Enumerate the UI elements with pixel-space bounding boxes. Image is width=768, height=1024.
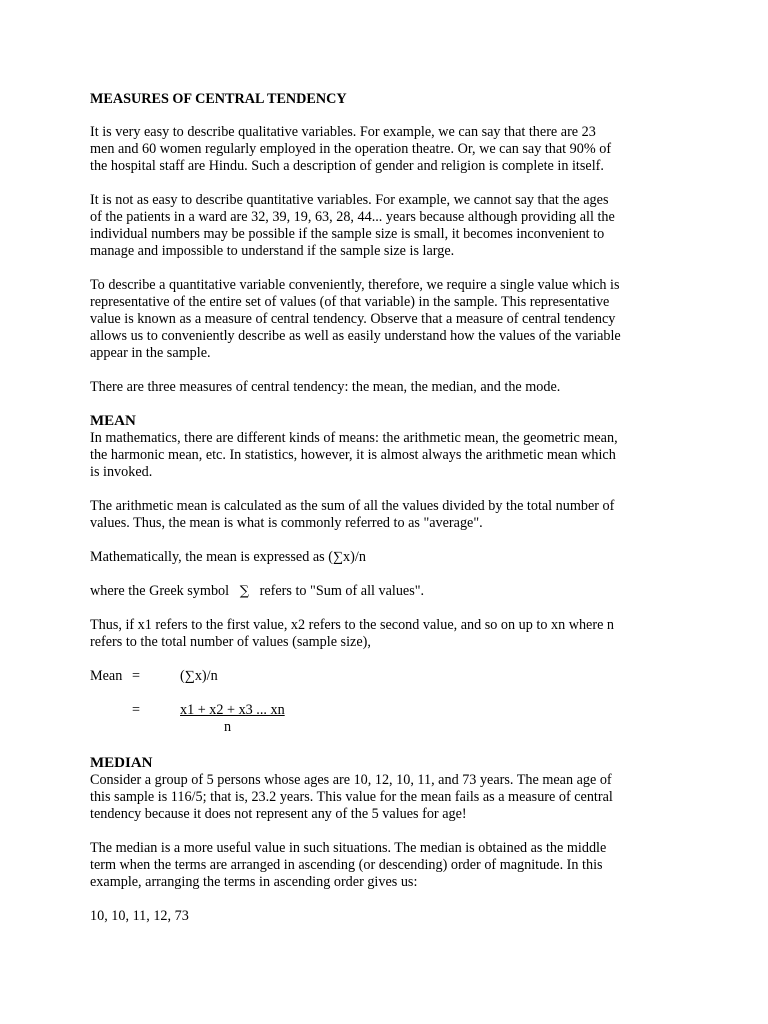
- intro-paragraph-3: [90, 277, 670, 362]
- mean-paragraph-5: [90, 617, 670, 651]
- text-line: The median is a more useful value in such situations. The median is obtained as the middle: [90, 840, 607, 856]
- text-line: the hospital staff are Hindu. Such a description of gender and religion is complete in itself.: [90, 158, 604, 174]
- sigma-symbol: ∑: [239, 584, 249, 599]
- sigma-intro-text: where the Greek symbol: [90, 583, 230, 599]
- mean-formula-row-1: [90, 668, 670, 685]
- spacer: [90, 685, 670, 702]
- text-line: tendency because it does not represent any of the 5 values for age!: [90, 806, 467, 822]
- text-line: allows us to conveniently describe as well as easily understand how the values of the variable: [90, 328, 621, 344]
- text-line: individual numbers may be possible if the sample size is small, it becomes inconvenient to: [90, 226, 605, 242]
- text-line: is invoked.: [90, 464, 153, 480]
- text-line: To describe a quantitative variable conveniently, therefore, we require a single value which is: [90, 277, 620, 293]
- mean-formula-row-2: [90, 702, 670, 719]
- formula-rhs: (∑x)/n: [180, 668, 218, 684]
- text-line: values. Thus, the mean is what is commonly referred to as "average".: [90, 515, 483, 531]
- mean-paragraph-3: [90, 549, 670, 566]
- text-line: manage and impossible to understand if the sample size is large.: [90, 243, 455, 259]
- text-line: There are three measures of central tendency: the mean, the median, and the mode.: [90, 379, 561, 395]
- mean-formula-denominator-row: [90, 719, 670, 736]
- text-line: term when the terms are arranged in ascending (or descending) order of magnitude. In this: [90, 857, 603, 873]
- text-line: appear in the sample.: [90, 345, 211, 361]
- mean-paragraph-2: [90, 498, 670, 532]
- text-line: example, arranging the terms in ascending order gives us:: [90, 874, 418, 890]
- text-line: The arithmetic mean is calculated as the sum of all the values divided by the total number of: [90, 498, 615, 514]
- spacer: [90, 736, 670, 755]
- text-line: this sample is 116/5; that is, 23.2 years. This value for the mean fails as a measure of central: [90, 789, 613, 805]
- text-line: 10, 10, 11, 12, 73: [90, 908, 189, 924]
- mean-heading: MEAN: [90, 413, 136, 429]
- text-line: Consider a group of 5 persons whose ages are 10, 12, 10, 11, and 73 years. The mean age of: [90, 772, 612, 788]
- document-page: [90, 91, 670, 942]
- text-line: It is not as easy to describe quantitative variables. For example, we cannot say that the ages: [90, 192, 609, 208]
- intro-paragraph-1: [90, 124, 670, 175]
- median-paragraph-1: [90, 772, 670, 823]
- intro-paragraph-2: [90, 192, 670, 260]
- median-sorted-values: [90, 908, 670, 925]
- text-line: [90, 583, 670, 600]
- formula-numerator: x1 + x2 + x3 ... xn: [180, 702, 285, 718]
- text-line: the harmonic mean, etc. In statistics, however, it is almost always the arithmetic mean which: [90, 447, 616, 463]
- formula-equals: =: [132, 668, 141, 684]
- text-line: representative of the entire set of values (of that variable) in the sample. This representative: [90, 294, 610, 310]
- text-line: Thus, if x1 refers to the first value, x2 refers to the second value, and so on up to xn where n: [90, 617, 615, 633]
- mean-paragraph-4: [90, 583, 670, 600]
- text-line: refers to the total number of values (sample size),: [90, 634, 371, 650]
- sigma-explanation-text: refers to "Sum of all values".: [259, 583, 425, 599]
- text-line: Mathematically, the mean is expressed as (∑x)/n: [90, 549, 366, 565]
- formula-lhs: Mean: [90, 668, 123, 684]
- formula-equals: =: [132, 702, 141, 718]
- intro-paragraph-4: [90, 379, 670, 396]
- text-line: men and 60 women regularly employed in the operation theatre. Or, we can say that 90% of: [90, 141, 612, 157]
- formula-denominator: n: [224, 719, 232, 735]
- median-paragraph-2: [90, 840, 670, 891]
- text-line: value is known as a measure of central tendency. Observe that a measure of central tendency: [90, 311, 616, 327]
- text-line: It is very easy to describe qualitative variables. For example, we can say that there are 23: [90, 124, 596, 140]
- median-heading: MEDIAN: [90, 755, 153, 771]
- text-line: of the patients in a ward are 32, 39, 19, 63, 28, 44... years because although providing all the: [90, 209, 615, 225]
- text-line: In mathematics, there are different kinds of means: the arithmetic mean, the geometric mean,: [90, 430, 618, 446]
- mean-paragraph-1: [90, 430, 670, 481]
- document-title: MEASURES OF CENTRAL TENDENCY: [90, 91, 347, 107]
